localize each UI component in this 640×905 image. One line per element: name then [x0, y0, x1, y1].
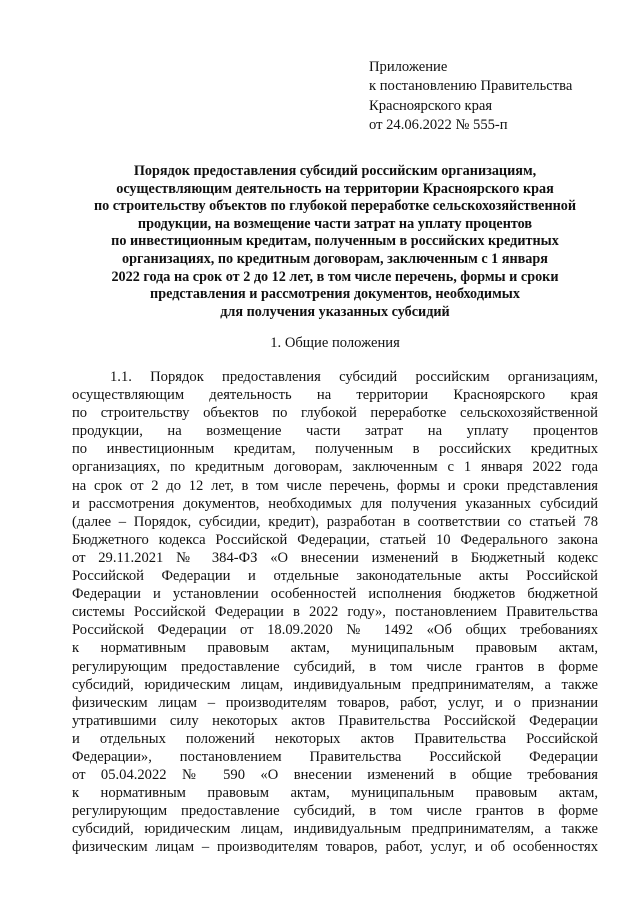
appendix-line: Красноярского края: [369, 97, 493, 114]
body-line: Российской Федерации и отдельные законодательные акты Российской: [72, 568, 598, 585]
body-line: и рассмотрения документов, необходимых для получения указанных субсидий: [72, 495, 598, 512]
body-line: субсидий, юридическим лицам, индивидуальным предпринимателям, а также: [72, 821, 598, 838]
section-heading: 1. Общие положения: [270, 335, 400, 351]
title-line: осуществляющим деятельность на территории Красноярского края: [116, 180, 554, 197]
body-line: физическим лицам – производителям товаров, работ, услуг, и об особенностях: [72, 839, 598, 856]
body-line: от 05.04.2022 № 590 «О внесении изменений в общие требования: [72, 767, 598, 784]
body-line: и отдельных положений некоторых актов Правительства Российской: [72, 730, 598, 747]
body-line: осуществляющим деятельность на территории Красноярского края: [72, 387, 598, 404]
appendix-line: Приложение: [369, 59, 448, 75]
body-line: Российской Федерации от 18.09.2020 № 1492 «Об общих требованиях: [72, 622, 598, 639]
body-line: регулирующим предоставление субсидий, в том числе грантов в форме: [72, 803, 598, 820]
title-line: для получения указанных субсидий: [220, 303, 450, 320]
body-line: на срок от 2 до 12 лет, в том числе перечень, формы и сроки представления: [72, 477, 598, 494]
body-line: Бюджетного кодекса Российской Федерации, статьей 10 Федерального закона: [72, 531, 598, 548]
body-line: 1.1. Порядок предоставления субсидий российским организациям,: [110, 369, 598, 385]
body-line: утратившими силу некоторых актов Правительства Российской Федерации: [72, 712, 598, 729]
appendix-line: к постановлению Правительства: [369, 78, 573, 95]
document-title: [70, 163, 600, 321]
title-line: организациях, по кредитным договорам, заключенным с 1 января: [122, 250, 548, 267]
body-line: по инвестиционным кредитам, полученным в российских кредитных: [72, 441, 598, 458]
body-line: от 29.11.2021 № 384-ФЗ «О внесении изменений в Бюджетный кодекс: [72, 549, 598, 566]
body-line: организациях, по кредитным договорам, заключенным с 1 января 2022 года: [72, 459, 598, 476]
body-line: регулирующим предоставление субсидий, в том числе грантов в форме: [72, 658, 598, 675]
body-line: к нормативным правовым актам, муниципальным правовым актам,: [72, 640, 598, 657]
title-line: по строительству объектов по глубокой переработке сельскохозяйственной: [93, 198, 577, 215]
body-line: Федерации и установлении особенностей исполнения бюджетов бюджетной: [72, 586, 598, 603]
body-line: физическим лицам – производителям товаров, работ, услуг, и о признании: [72, 694, 598, 711]
body-line: системы Российской Федерации в 2022 году», постановлением Правительства: [72, 604, 598, 621]
body-line: Федерации», постановлением Правительства Российской Федерации: [72, 748, 598, 765]
body-line: по строительству объектов по глубокой переработке сельскохозяйственной: [72, 405, 598, 422]
title-line: Порядок предоставления субсидий российским организациям,: [133, 163, 537, 179]
title-line: 2022 года на срок от 2 до 12 лет, в том числе перечень, формы и сроки: [111, 268, 559, 285]
body-line: (далее – Порядок, субсидии, кредит), разработан в соответствии со статьей 78: [72, 513, 598, 530]
title-line: представления и рассмотрения документов, необходимых: [150, 286, 520, 303]
appendix-line: от 24.06.2022 № 555-п: [369, 117, 508, 134]
title-line: продукции, на возмещение части затрат на уплату процентов: [137, 215, 533, 232]
body-line: субсидий, юридическим лицам, индивидуальным предпринимателям, а также: [72, 676, 598, 693]
title-line: по инвестиционным кредитам, полученным в российских кредитных: [111, 233, 559, 250]
body-line: продукции, на возмещение части затрат на уплату процентов: [72, 423, 598, 440]
body-line: к нормативным правовым актам, муниципальным правовым актам,: [72, 785, 598, 802]
appendix-note: [369, 58, 609, 136]
body-paragraph: [72, 368, 598, 857]
